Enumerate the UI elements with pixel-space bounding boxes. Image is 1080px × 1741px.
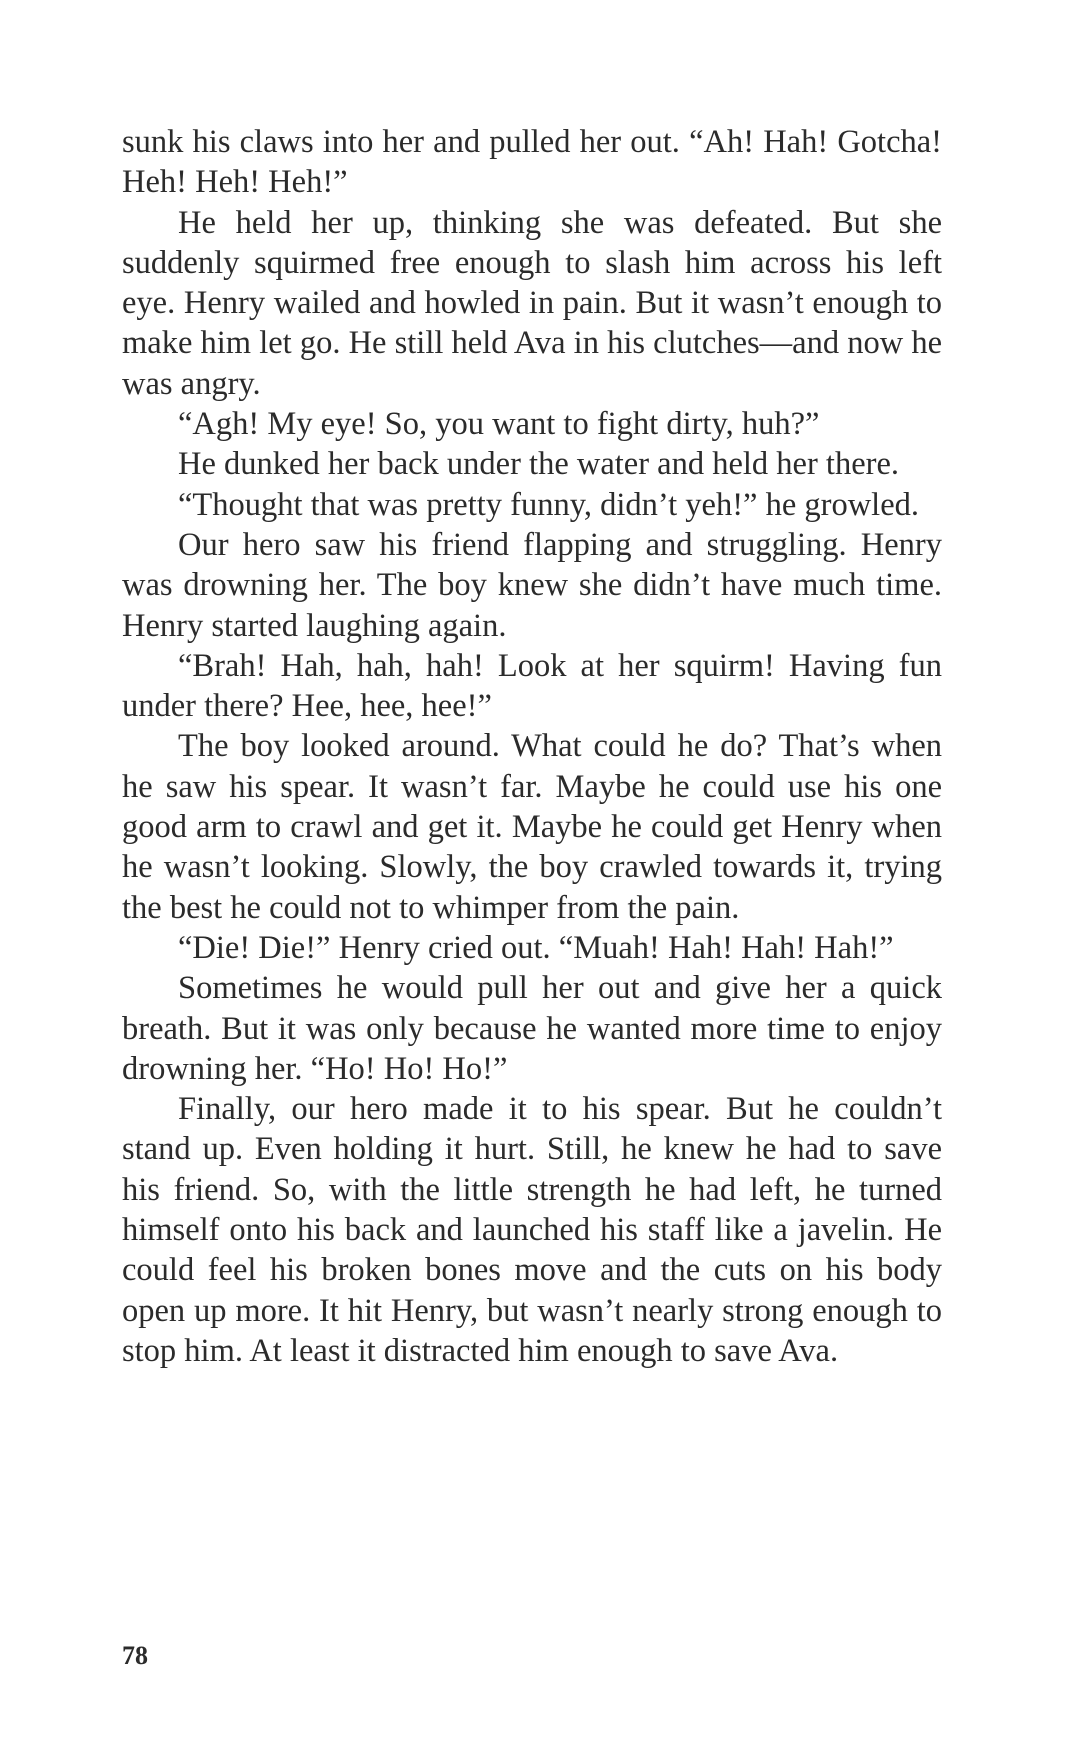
- page-number: 78: [122, 1641, 148, 1670]
- paragraph-10: Sometimes he would pull her out and give her a quick breath. But it was only because he wanted more time to enjoy drowning her. “Ho! Ho! Ho!”: [122, 970, 942, 1087]
- body-text: [122, 122, 942, 1371]
- paragraph-11: Finally, our hero made it to his spear. But he couldn’t stand up. Even holding it hurt. Still, he knew he had to save his friend. So, with the little strength he had left, he turned himself onto his back and launched his staff like a javelin. He could feel his broken bones move and the cuts on his body open up more. It hit Henry, but wasn’t nearly strong enough to stop him. At least it distracted him enough to save Ava.: [122, 1091, 942, 1369]
- paragraph-5: “Thought that was pretty funny, didn’t yeh!” he growled.: [178, 486, 919, 523]
- paragraph-7: “Brah! Hah, hah, hah! Look at her squirm! Having fun under there? Hee, hee, hee!”: [122, 647, 942, 725]
- paragraph-9: “Die! Die!” Henry cried out. “Muah! Hah! Hah! Hah!”: [178, 929, 894, 966]
- paragraph-2: He held her up, thinking she was defeated. But she suddenly squirmed free enough to slash him across his left eye. Henry wailed and howled in pain. But it wasn’t enough to make him let go. He still held Ava in his clutches—and now he was angry.: [122, 204, 942, 402]
- paragraph-1: sunk his claws into her and pulled her out. “Ah! Hah! Gotcha! Heh! Heh! Heh!”: [122, 124, 942, 201]
- paragraph-4: He dunked her back under the water and held her there.: [178, 446, 899, 483]
- paragraph-8: The boy looked around. What could he do? That’s when he saw his spear. It wasn’t far. Maybe he could use his one good arm to crawl and get it. Maybe he could get Henry when he wasn’t looking. Slowly, the boy crawled towards it, trying the best he could not to whimper from the pain.: [122, 728, 942, 926]
- paragraph-6: Our hero saw his friend flapping and struggling. Henry was drowning her. The boy knew she didn’t have much time. Henry started laughing again.: [122, 526, 942, 644]
- paragraph-3: “Agh! My eye! So, you want to fight dirty, huh?”: [178, 406, 820, 443]
